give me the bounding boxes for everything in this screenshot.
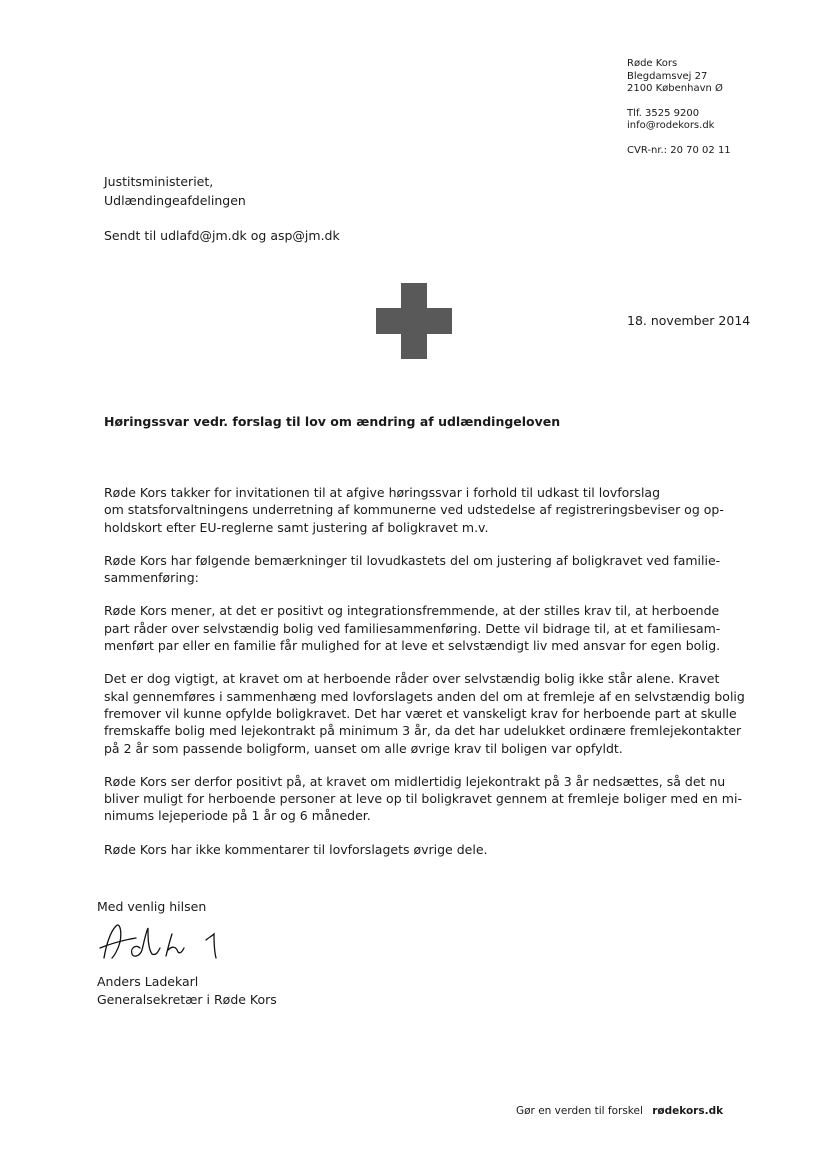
recipient-line-2: Udlændingeafdelingen	[104, 193, 246, 208]
paragraph-line: fremskaffe bolig med lejekontrakt på minimum 3 år, da det har udelukket ordinære fremlejekontakter	[104, 723, 742, 739]
paragraph	[104, 670, 745, 756]
paragraph-line: Røde Kors har ikke kommentarer til lovforslagets øvrige dele.	[104, 841, 488, 857]
red-cross-icon	[376, 283, 452, 359]
paragraph-line: nimums lejeperiode på 1 år og 6 måneder.	[104, 808, 371, 824]
footer-slogan: Gør en verden til forskel	[516, 1105, 643, 1117]
paragraph	[104, 602, 721, 654]
signer-block	[97, 973, 277, 1009]
recipient-line-1: Justitsministeriet,	[104, 174, 214, 189]
paragraph-line: Det er dog vigtigt, at kravet om at herboende råder over selvstændig bolig ikke står alene. Kravet	[104, 671, 720, 687]
letter-subject: Høringssvar vedr. forslag til lov om ændring af udlændingeloven	[104, 414, 561, 429]
paragraph-line: bliver muligt for herboende personer at leve op til boligkravet gennem at fremleje boliger med en mi-	[104, 791, 742, 807]
letter-date: 18. november 2014	[627, 313, 751, 328]
letter-body	[104, 484, 745, 874]
paragraph-line: Røde Kors har følgende bemærkninger til lovudkastets del om justering af boligkravet ved familie-	[104, 552, 721, 568]
paragraph-line: på 2 år som passende boligform, uanset om alle øvrige krav til boligen var opfyldt.	[104, 740, 623, 756]
sender-street: Blegdamsvej 27	[627, 70, 708, 82]
paragraph-line: skal gennemføres i sammenhæng med lovforslagets anden del om at fremleje af en selvstændig bolig	[104, 688, 745, 704]
paragraph	[104, 552, 721, 587]
sender-cvr: CVR-nr.: 20 70 02 11	[627, 144, 731, 156]
paragraph	[104, 484, 724, 536]
paragraph-line: sammenføring:	[104, 570, 199, 586]
paragraph-line: Røde Kors takker for invitationen til at afgive høringssvar i forhold til udkast til lovforslag	[104, 485, 661, 500]
signer-title: Generalsekretær i Røde Kors	[97, 992, 277, 1007]
paragraph-line: om statsforvaltningens underretning af kommunerne ved udstedelse af registreringsbeviser og op-	[104, 502, 724, 518]
signature	[96, 918, 236, 966]
paragraph-line: Røde Kors mener, at det er positivt og integrationsfremmende, at der stilles krav til, at herboende	[104, 603, 720, 619]
paragraph-line: Røde Kors ser derfor positivt på, at kravet om midlertidig lejekontrakt på 3 år nedsættes, så det nu	[104, 773, 726, 789]
footer	[516, 1104, 723, 1118]
footer-website[interactable]: rødekors.dk	[652, 1105, 724, 1117]
paragraph-line: menført par eller en familie får mulighed for at leve et selvstændigt liv med ansvar for egen bolig.	[104, 638, 721, 654]
sender-org: Røde Kors	[627, 58, 678, 69]
paragraph-line: fremover vil kunne opfylde boligkravet. Det har været et vanskeligt krav for herboende part at skulle	[104, 705, 737, 721]
recipient-address	[104, 172, 246, 210]
paragraph-line: part råder over selvstændig bolig ved familiesammenføring. Dette vil bidrage til, at et familiesam-	[104, 620, 721, 636]
paragraph	[104, 773, 742, 825]
sent-to-line: Sendt til udlafd@jm.dk og asp@jm.dk	[104, 228, 340, 243]
sender-email: info@rodekors.dk	[627, 120, 715, 131]
sender-phone: Tlf. 3525 9200	[627, 107, 700, 119]
sender-city: 2100 København Ø	[627, 83, 723, 94]
paragraph-line: holdskort efter EU-reglerne samt justering af boligkravet m.v.	[104, 519, 489, 535]
signer-name: Anders Ladekarl	[97, 974, 199, 989]
paragraph	[104, 841, 716, 858]
sender-address	[627, 58, 731, 157]
closing-greeting: Med venlig hilsen	[97, 899, 207, 914]
